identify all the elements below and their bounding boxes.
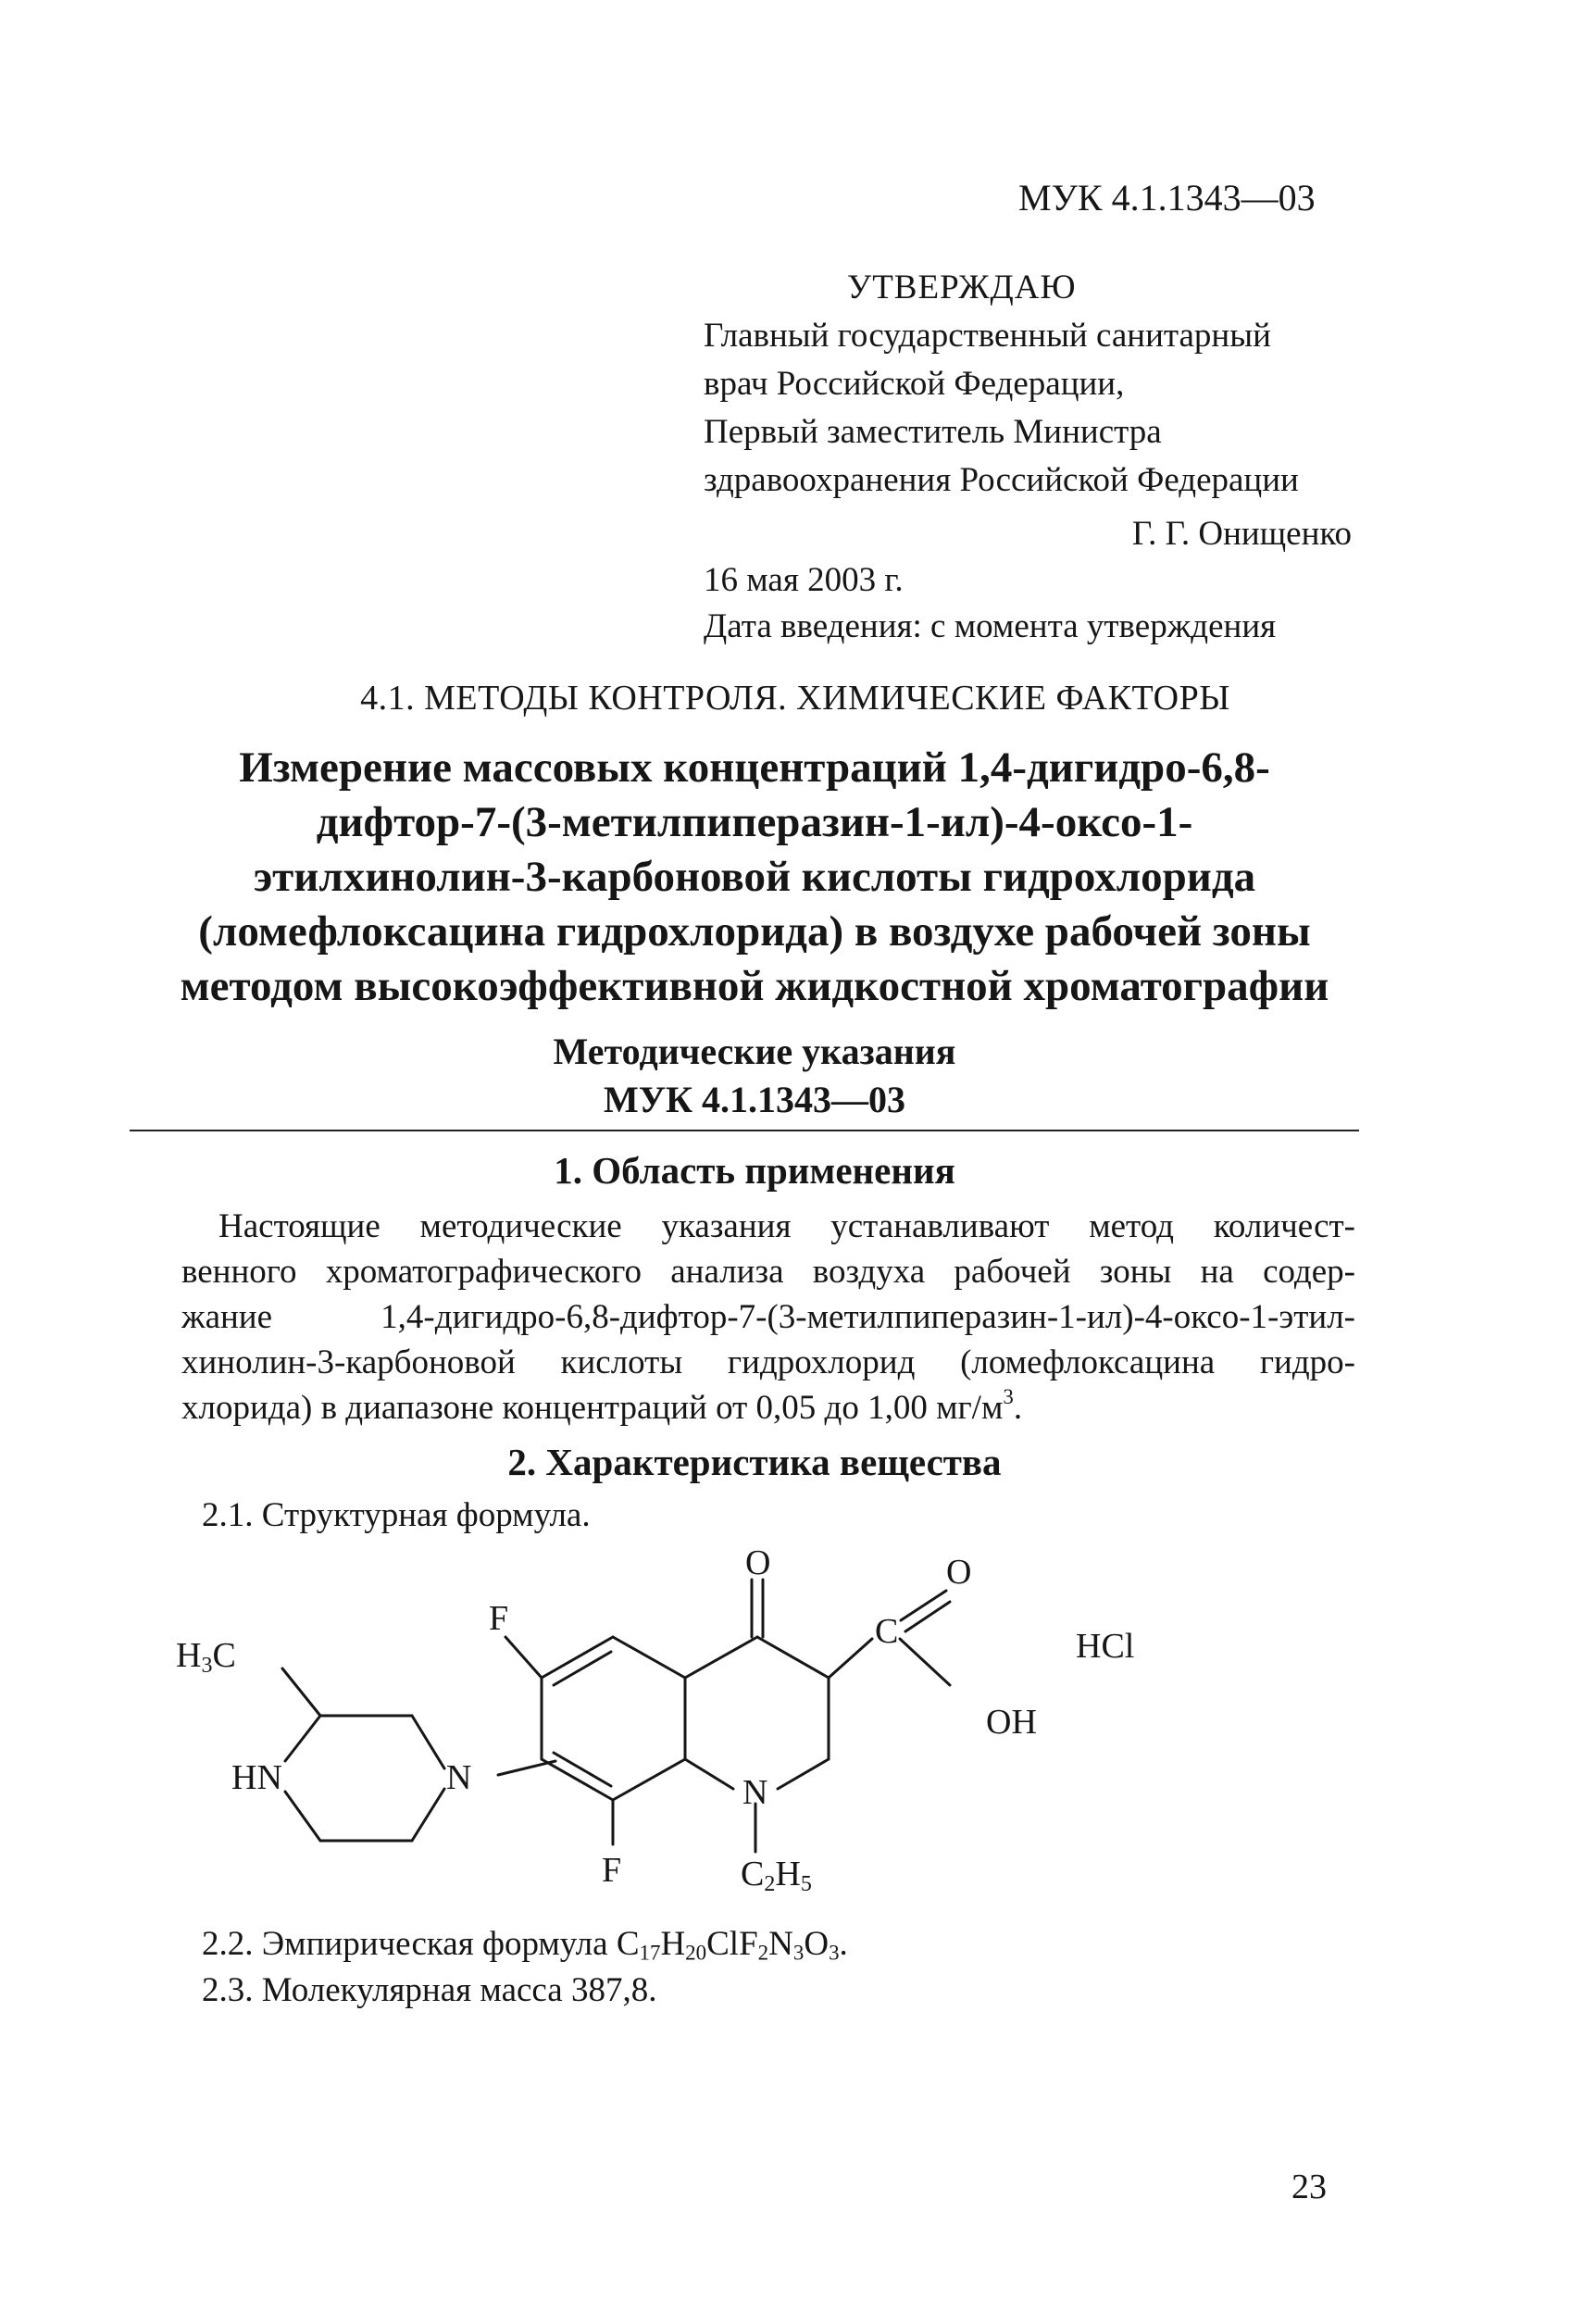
section1-heading: 1. Область применения <box>554 1149 955 1192</box>
formula-part: C <box>616 1925 640 1963</box>
methyl-label: H3C <box>176 1636 236 1678</box>
formula-part: O <box>804 1925 830 1963</box>
formula-part: H <box>660 1925 686 1963</box>
c-acid-label: C <box>875 1612 899 1651</box>
empirical-formula <box>617 1925 840 1963</box>
title-line: дифтор-7-(3-метилпиперазин-1-ил)-4-оксо-1- <box>316 798 1193 846</box>
formula-part: N <box>768 1925 793 1963</box>
document-title <box>139 741 1370 1014</box>
approval-heading: УТВЕРЖДАЮ <box>847 269 1077 306</box>
paragraph-line: Настоящие методические указания устанавливают метод количест- <box>218 1207 1355 1245</box>
item-2-2-suffix: . <box>839 1925 848 1963</box>
paragraph-line: жание 1,4-дигидро-6,8-дифтор-7-(3-метилпиперазин-1-ил)-4-оксо-1-этил- <box>181 1298 1355 1336</box>
n-ring-label: N <box>742 1773 768 1812</box>
document-subtitle <box>139 1028 1370 1124</box>
approval-block <box>704 264 1352 505</box>
formula-part: ClF <box>706 1925 758 1963</box>
ethyl-label: C2H5 <box>741 1855 812 1896</box>
approval-line: врач Российской Федерации, <box>704 365 1125 403</box>
formula-sub: 20 <box>685 1941 707 1965</box>
title-line: этилхинолин-3-карбоновой кислоты гидрохлорида <box>253 853 1256 901</box>
signer-name: Г. Г. Онищенко <box>1131 515 1352 553</box>
n-piperazine-label: N <box>446 1758 472 1797</box>
horizontal-rule <box>130 1130 1359 1131</box>
approval-line: Главный государственный санитарный <box>704 317 1271 355</box>
approval-line: здравоохранения Российской Федерации <box>704 461 1299 499</box>
approval-date: 16 мая 2003 г. <box>704 561 904 599</box>
formula-sub: 3 <box>829 1941 840 1965</box>
unit-exponent: 3 <box>1003 1384 1014 1408</box>
o-acid-label: O <box>946 1553 972 1592</box>
item-2-1: 2.1. Структурная формула. <box>202 1496 591 1534</box>
structural-formula <box>176 1543 1135 1935</box>
formula-sub: 2 <box>757 1941 769 1965</box>
hcl-label: HCl <box>1076 1627 1135 1666</box>
paragraph-text: хлорида) в диапазоне концентраций от 0,05 до 1,00 мг/м <box>181 1389 1004 1427</box>
section1-paragraph <box>181 1204 1355 1431</box>
title-line: методом высокоэффективной жидкостной хроматографии <box>180 962 1329 1010</box>
introduction-date: Дата введения: с момента утверждения <box>704 607 1277 645</box>
section-heading: 4.1. МЕТОДЫ КОНТРОЛЯ. ХИМИЧЕСКИЕ ФАКТОРЫ <box>360 679 1230 718</box>
item-2-3: 2.3. Молекулярная масса 387,8. <box>202 1971 657 2009</box>
formula-sub: 17 <box>639 1941 661 1965</box>
document-code: МУК 4.1.1343—03 <box>1018 177 1316 219</box>
subtitle-line: Методические указания <box>553 1031 956 1072</box>
page-number: 23 <box>1291 2168 1327 2206</box>
subtitle-code: МУК 4.1.1343—03 <box>603 1079 906 1120</box>
f-bottom-label: F <box>602 1851 622 1890</box>
title-line: Измерение массовых концентраций 1,4-дигидро-6,8- <box>239 743 1270 792</box>
item-2-2 <box>202 1924 848 1964</box>
section2-heading: 2. Характеристика вещества <box>507 1441 1002 1483</box>
end-punct: . <box>1013 1389 1023 1427</box>
formula-sub: 3 <box>792 1941 805 1965</box>
title-line: (ломефлоксацина гидрохлорида) в воздухе рабочей зоны <box>198 907 1311 956</box>
nh-label: HN <box>231 1758 282 1797</box>
paragraph-line-last <box>181 1385 1355 1431</box>
approval-line: Первый заместитель Министра <box>704 413 1162 451</box>
paragraph-line: венного хроматографического анализа воздуха рабочей зоны на содер- <box>181 1253 1355 1291</box>
f-top-label: F <box>489 1599 509 1638</box>
paragraph-line: хинолин-3-карбоновой кислоты гидрохлорид (ломефлоксацина гидро- <box>181 1343 1355 1381</box>
o-ketone-label: O <box>745 1543 771 1582</box>
item-2-2-prefix: 2.2. Эмпирическая формула <box>202 1925 617 1963</box>
oh-label: OH <box>986 1703 1037 1742</box>
